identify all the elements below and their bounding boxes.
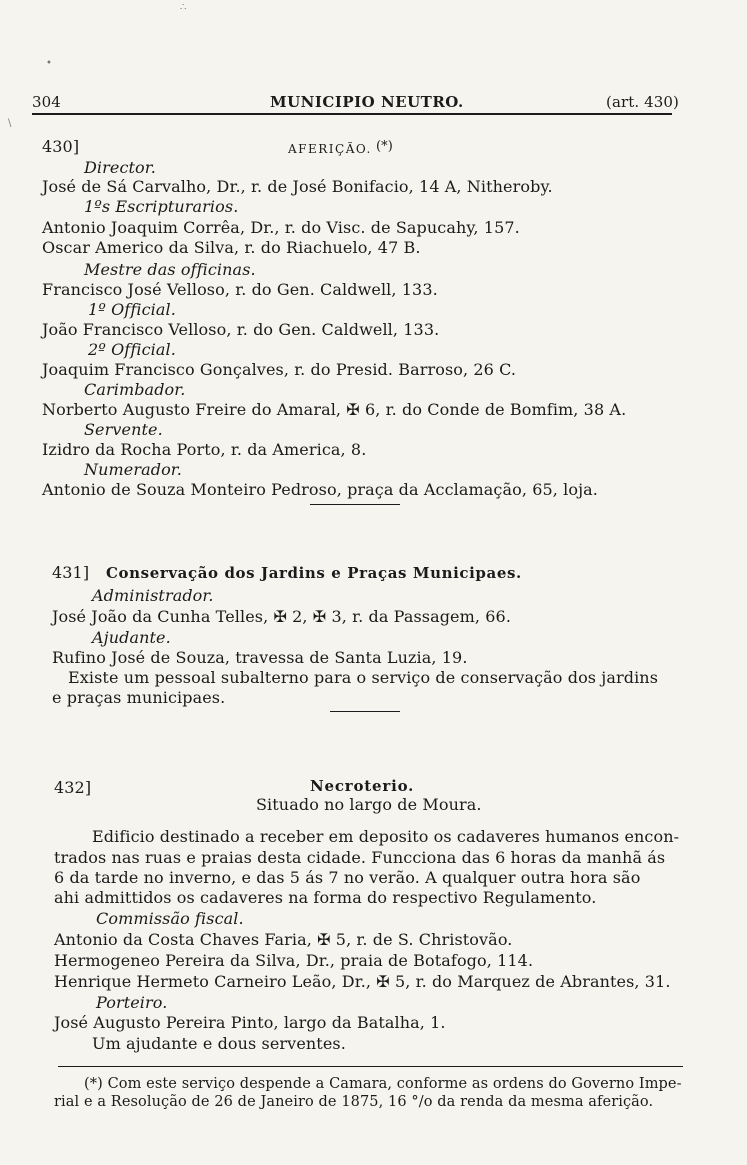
body-text: Edificio destinado a receber em deposito os cadaveres humanos encon- bbox=[92, 827, 680, 846]
footnote-text: (*) Com este serviço despende a Camara, conforme as ordens do Governo Impe- bbox=[84, 1076, 682, 1092]
staff-entry: Izidro da Rocha Porto, r. da America, 8. bbox=[42, 440, 367, 459]
body-text: trados nas ruas e praias desta cidade. Funcciona das 6 horas da manhã ás bbox=[54, 848, 666, 867]
role-heading: 1ºs Escripturarios. bbox=[84, 197, 239, 216]
ink-speck: \ bbox=[8, 118, 12, 129]
body-text: Um ajudante e dous serventes. bbox=[92, 1034, 346, 1053]
page-number: 304 bbox=[32, 93, 61, 111]
running-title: MUNICIPIO NEUTRO. bbox=[270, 93, 464, 111]
section-number: 430] bbox=[42, 137, 80, 156]
role-heading: 2º Official. bbox=[88, 340, 176, 359]
staff-entry: Antonio Joaquim Corrêa, Dr., r. do Visc. de Sapucahy, 157. bbox=[42, 218, 520, 237]
section-subtitle: Situado no largo de Moura. bbox=[256, 795, 482, 814]
role-heading: Numerador. bbox=[84, 460, 182, 479]
role-heading: Ajudante. bbox=[92, 628, 171, 647]
staff-entry: Antonio da Costa Chaves Faria, ✠ 5, r. de S. Christovão. bbox=[54, 930, 513, 949]
staff-entry: José Augusto Pereira Pinto, largo da Batalha, 1. bbox=[54, 1013, 446, 1032]
role-heading: Commissão fiscal. bbox=[96, 909, 244, 928]
staff-entry: José João da Cunha Telles, ✠ 2, ✠ 3, r. da Passagem, 66. bbox=[52, 607, 512, 626]
section-number: 431] bbox=[52, 563, 90, 582]
section-number: 432] bbox=[54, 778, 92, 797]
staff-entry: Antonio de Souza Monteiro Pedroso, praça da Acclamação, 65, loja. bbox=[42, 480, 598, 499]
staff-entry: João Francisco Velloso, r. do Gen. Caldwell, 133. bbox=[42, 320, 440, 339]
section-divider bbox=[330, 711, 400, 712]
role-heading: Porteiro. bbox=[96, 993, 168, 1012]
ink-speck: ∴ bbox=[180, 2, 187, 13]
section-title: Conservação dos Jardins e Praças Municipaes. bbox=[106, 564, 522, 582]
staff-entry: Henrique Hermeto Carneiro Leão, Dr., ✠ 5, r. do Marquez de Abrantes, 31. bbox=[54, 972, 671, 991]
body-text: e praças municipaes. bbox=[52, 688, 226, 707]
footnote-text: rial e a Resolução de 26 de Janeiro de 1875, 16 °/o da renda da mesma aferição. bbox=[54, 1094, 654, 1110]
body-text: Existe um pessoal subalterno para o serviço de conservação dos jardins bbox=[68, 668, 659, 687]
staff-entry: Hermogeneo Pereira da Silva, Dr., praia de Botafogo, 114. bbox=[54, 951, 534, 970]
header-rule bbox=[32, 113, 672, 115]
staff-entry: Joaquim Francisco Gonçalves, r. do Presid. Barroso, 26 C. bbox=[42, 360, 517, 379]
body-text: ahi admittidos os cadaveres na forma do respectivo Regulamento. bbox=[54, 888, 597, 907]
role-heading: Administrador. bbox=[92, 586, 214, 605]
footnote-mark: (*) bbox=[376, 139, 393, 154]
role-heading: 1º Official. bbox=[88, 300, 176, 319]
staff-entry: Francisco José Velloso, r. do Gen. Caldwell, 133. bbox=[42, 280, 438, 299]
role-heading: Servente. bbox=[84, 420, 163, 439]
ink-speck: • bbox=[46, 58, 52, 69]
section-title: AFERIÇÃO. bbox=[288, 142, 372, 156]
staff-entry: Oscar Americo da Silva, r. do Riachuelo, 47 B. bbox=[42, 238, 421, 257]
section-title: Necroterio. bbox=[310, 777, 415, 795]
role-heading: Carimbador. bbox=[84, 380, 186, 399]
staff-entry: José de Sá Carvalho, Dr., r. de José Bonifacio, 14 A, Nitheroby. bbox=[42, 177, 553, 196]
staff-entry: Norberto Augusto Freire do Amaral, ✠ 6, r. do Conde de Bomfim, 38 A. bbox=[42, 400, 627, 419]
role-heading: Mestre das officinas. bbox=[84, 260, 256, 279]
section-divider bbox=[310, 504, 400, 505]
footnote-rule bbox=[58, 1066, 683, 1067]
article-ref: (art. 430) bbox=[606, 93, 680, 111]
role-heading: Director. bbox=[84, 158, 156, 177]
body-text: 6 da tarde no inverno, e das 5 ás 7 no verão. A qualquer outra hora são bbox=[54, 868, 641, 887]
staff-entry: Rufino José de Souza, travessa de Santa Luzia, 19. bbox=[52, 648, 468, 667]
